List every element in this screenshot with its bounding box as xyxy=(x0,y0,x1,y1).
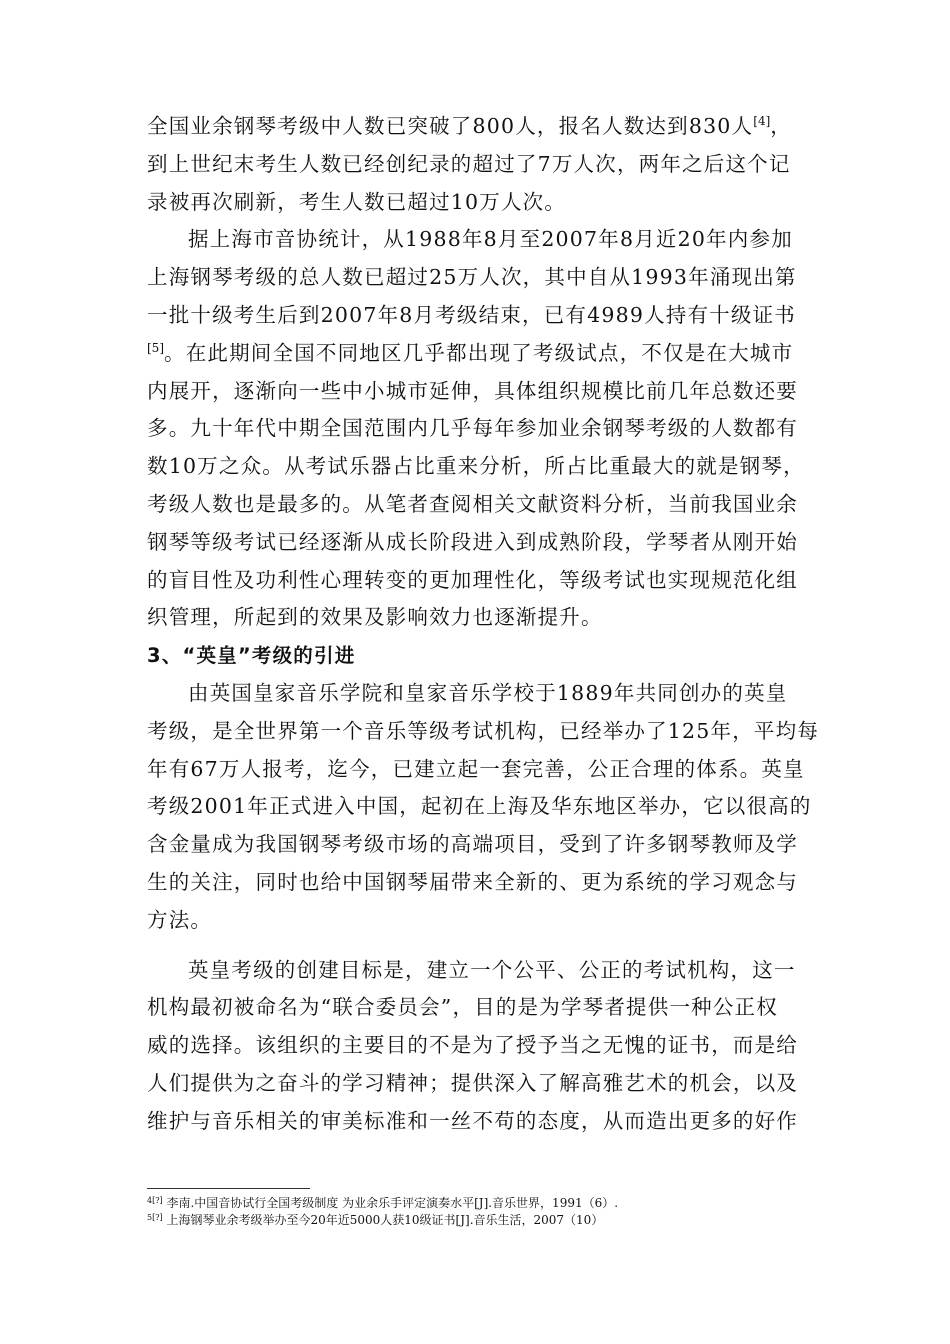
text-line: 人们提供为之奋斗的学习精神；提供深入了解高雅艺术的机会，以及 xyxy=(147,1070,798,1095)
paragraph-4 xyxy=(147,952,807,1141)
text-line: 含金量成为我国钢琴考级市场的高端项目，受到了许多钢琴教师及学 xyxy=(147,832,798,857)
text-line: 数10万之众。从考试乐器占比重来分析，所占比重最大的就是钢琴， xyxy=(147,454,805,479)
text-line: 由英国皇家音乐学院和皇家音乐学校于1889年共同创办的英皇 xyxy=(188,680,788,705)
footnote-mark: 5[?] xyxy=(147,1213,163,1222)
footnote-text: 上海钢琴业余考级举办至今20年近5000人获10级证书[J].音乐生活，2007（10） xyxy=(162,1213,604,1227)
document-body xyxy=(147,108,820,1141)
footnote-mark: 4[?] xyxy=(147,1196,163,1205)
paragraph-1 xyxy=(147,108,807,221)
text-line: 考级人数也是最多的。从笔者查阅相关文献资料分析，当前我国业余 xyxy=(147,491,798,516)
text-line: 织管理，所起到的效果及影响效力也逐渐提升。 xyxy=(147,605,603,630)
footnotes xyxy=(147,1195,807,1229)
text-line: 维护与音乐相关的审美标准和一丝不苟的态度，从而造出更多的好作 xyxy=(147,1108,798,1133)
text-line: 考级2001年正式进入中国，起初在上海及华东地区举办，它以很高的 xyxy=(147,794,812,819)
text-line: 的盲目性及功利性心理转变的更加理性化，等级考试也实现规范化组 xyxy=(147,567,798,592)
section-heading: 3、“英皇”考级的引进 xyxy=(147,644,356,668)
text-line: 一批十级考生后到2007年8月考级结束，已有4989人持有十级证书 xyxy=(147,302,796,327)
text-line: 据上海市音协统计，从1988年8月至2007年8月近20年内参加 xyxy=(188,227,793,252)
paragraph-3 xyxy=(147,675,820,940)
text-line: 多。九十年代中期全国范围内几乎每年参加业余钢琴考级的人数都有 xyxy=(147,416,798,441)
text-line: 方法。 xyxy=(147,907,213,932)
text-line: 年有67万人报考，迄今，已建立起一套完善，公正合理的体系。英皇 xyxy=(147,756,805,781)
text-line xyxy=(147,108,807,146)
footnote-separator xyxy=(147,1188,310,1189)
text-line: 钢琴等级考试已经逐渐从成长阶段进入到成熟阶段，学琴者从刚开始 xyxy=(147,529,798,554)
text-line: 录被再次刷新，考生人数已超过10万人次。 xyxy=(147,189,567,214)
text-line: 到上世纪末考生人数已经创纪录的超过了7万人次，两年之后这个记 xyxy=(147,151,791,176)
paragraph-2 xyxy=(147,221,807,637)
text-run: ， xyxy=(770,114,792,138)
text-run: 。在此期间全国不同地区几乎都出现了考级试点，不仅是在大城市 xyxy=(164,340,794,365)
text-line: 上海钢琴考级的总人数已超过25万人次，其中自从1993年涌现出第 xyxy=(147,265,797,290)
text-line: 机构最初被命名为“联合委员会”，目的是为学琴者提供一种公正权 xyxy=(147,995,778,1020)
text-line: 英皇考级的创建目标是，建立一个公平、公正的考试机构，这一 xyxy=(188,957,796,982)
text-line: 内展开，逐渐向一些中小城市延伸，具体组织规模比前几年总数还要 xyxy=(147,378,798,403)
footnote-5 xyxy=(147,1212,807,1229)
citation-ref-5[interactable]: [5] xyxy=(147,340,164,355)
citation-ref-4[interactable]: [4] xyxy=(753,114,771,128)
footnote-4 xyxy=(147,1195,807,1212)
text-line: 考级，是全世界第一个音乐等级考试机构，已经举办了125年，平均每 xyxy=(147,718,820,743)
text-line xyxy=(147,335,807,373)
footnote-text: 李南.中国音协试行全国考级制度 为业余乐手评定演奏水平[J].音乐世界，1991（6）. xyxy=(162,1196,619,1210)
text-line: 生的关注，同时也给中国钢琴届带来全新的、更为系统的学习观念与 xyxy=(147,869,798,894)
text-line: 威的选择。该组织的主要目的不是为了授予当之无愧的证书，而是给 xyxy=(147,1033,798,1058)
text-run: 全国业余钢琴考级中人数已突破了800人，报名人数达到830人 xyxy=(147,114,754,138)
